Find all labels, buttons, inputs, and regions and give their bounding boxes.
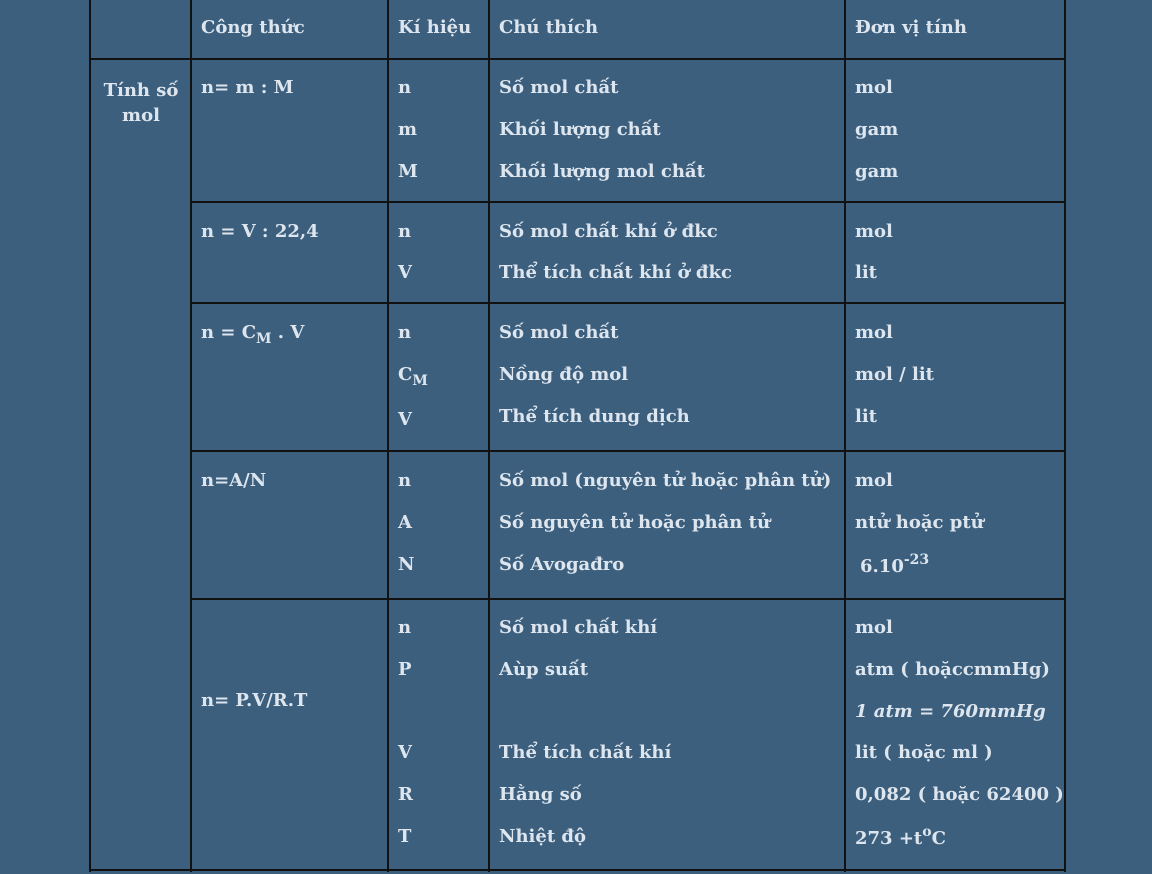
unit: mol	[855, 322, 893, 343]
note: Aùp suất	[499, 659, 589, 680]
symbol: n	[398, 77, 412, 98]
col-divider-4	[844, 0, 846, 872]
row-divider-2	[190, 302, 1066, 304]
note: Khối lượng chất	[499, 119, 661, 140]
unit: lit	[855, 406, 877, 427]
note: Thể tích chất khí ở đkc	[499, 262, 732, 283]
formula-ideal-gas: n= P.V/R.T	[201, 690, 308, 711]
header-symbol: Kí hiệu	[398, 17, 472, 38]
unit: mol	[855, 617, 893, 638]
formula-volume: n = V : 22,4	[201, 221, 319, 242]
note: Số mol (nguyên tử hoặc phân tử)	[499, 470, 832, 491]
row-divider-3	[190, 450, 1066, 452]
unit: mol	[855, 77, 893, 98]
formula-avogadro: n=A/N	[201, 470, 267, 491]
note: Số mol chất khí ở đkc	[499, 221, 718, 242]
header-unit: Đơn vị tính	[855, 17, 967, 38]
row-divider-4	[190, 598, 1066, 600]
unit: $273 +t^oC$	[855, 824, 946, 849]
symbol: n	[398, 221, 412, 242]
header-formula: Công thức	[201, 17, 305, 38]
symbol: m	[398, 119, 418, 140]
symbol: $C_M$	[398, 364, 428, 389]
symbol: V	[398, 262, 412, 283]
formula-concentration: $n = C_M$ . V	[201, 322, 305, 347]
col-divider-2	[387, 0, 389, 872]
unit: atm ( hoặccmmHg)	[855, 659, 1050, 680]
header-divider	[89, 58, 1066, 60]
unit: $6.10^{-23}$	[860, 552, 930, 577]
symbol: T	[398, 826, 412, 847]
note: Số mol chất	[499, 322, 619, 343]
col-divider-3	[488, 0, 490, 872]
symbol: n	[398, 470, 412, 491]
note: Thể tích dung dịch	[499, 406, 690, 427]
table-border-bottom	[89, 869, 1066, 871]
note: Số mol chất khí	[499, 617, 658, 638]
symbol: M	[398, 161, 418, 182]
note: Nồng độ mol	[499, 364, 629, 385]
unit: mol / lit	[855, 364, 934, 385]
formula-mass: n= m : M	[201, 77, 294, 98]
unit: ntử hoặc ptử	[855, 512, 984, 533]
row-divider-1	[190, 201, 1066, 203]
unit: gam	[855, 161, 899, 182]
symbol: n	[398, 322, 412, 343]
symbol: R	[398, 784, 413, 805]
unit: 0,082 ( hoặc 62400 )	[855, 784, 1064, 805]
note: Khối lượng mol chất	[499, 161, 705, 182]
unit: lit	[855, 262, 877, 283]
symbol: A	[398, 512, 412, 533]
header-note: Chú thích	[499, 17, 599, 38]
unit: lit ( hoặc ml )	[855, 742, 993, 763]
unit: mol	[855, 470, 893, 491]
note: Hằng số	[499, 784, 582, 805]
symbol: P	[398, 659, 412, 680]
symbol: N	[398, 554, 415, 575]
unit: gam	[855, 119, 899, 140]
symbol: V	[398, 742, 412, 763]
table-border-left	[89, 0, 91, 872]
col-divider-1	[190, 0, 192, 872]
note: Số Avogađro	[499, 554, 625, 575]
table-border-right	[1064, 0, 1066, 872]
symbol: n	[398, 617, 412, 638]
symbol: V	[398, 409, 412, 430]
note: Số mol chất	[499, 77, 619, 98]
unit: mol	[855, 221, 893, 242]
unit-conversion-note: 1 atm = 760mmHg	[855, 701, 1046, 722]
note: Thể tích chất khí	[499, 742, 672, 763]
category-label: Tính số mol	[103, 80, 179, 126]
note: Nhiệt độ	[499, 826, 587, 847]
note: Số nguyên tử hoặc phân tử	[499, 512, 771, 533]
